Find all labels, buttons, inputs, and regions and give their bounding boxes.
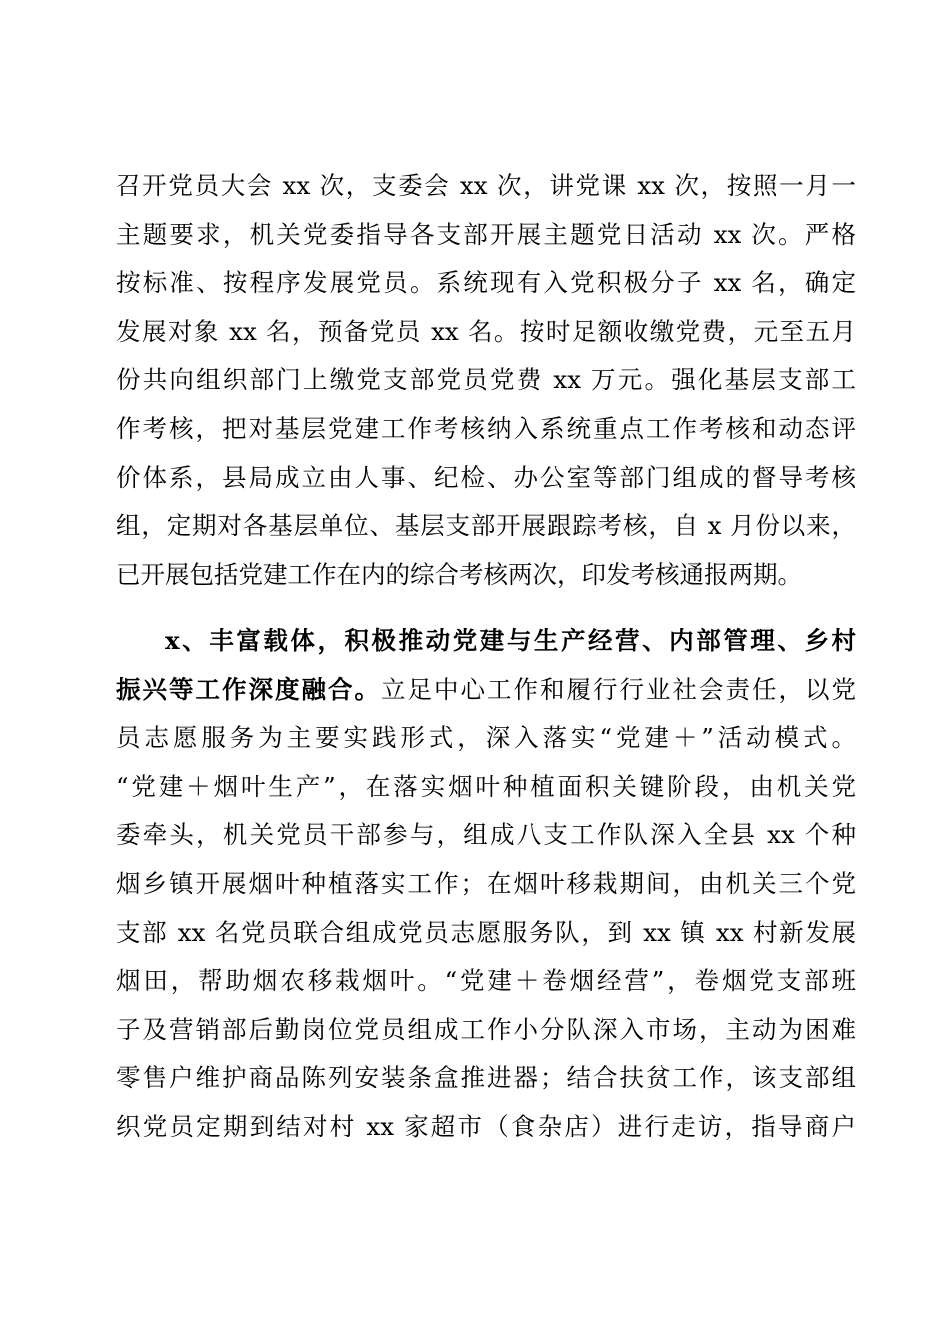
text-line: “党建＋烟叶生产”，在落实烟叶种植面积关键阶段，由机关党 [116,771,856,801]
text-line: 子及营销部后勤岗位党员组成工作小分队深入市场，主动为困难 [116,1014,856,1044]
section-heading-continuation [116,666,856,715]
paragraph-integration [116,617,856,1152]
paragraph-party-activities [116,162,856,599]
text-line: 主题要求，机关党委指导各支部开展主题党日活动 xx 次。严格 [116,219,856,249]
text-line: 烟乡镇开展烟叶种植落实工作；在烟叶移栽期间，由机关三个党 [116,868,856,898]
text-line: 员志愿服务为主要实践形式，深入落实“党建＋”活动模式。 [116,723,856,753]
text-line: 发展对象 xx 名，预备党员 xx 名。按时足额收缴党费，元至五月 [116,316,856,346]
text-line: 价体系，县局成立由人事、纪检、办公室等部门组成的督导考核 [116,462,856,492]
text-line: 组，定期对各基层单位、基层支部开展跟踪考核，自 x 月份以来， [116,511,856,541]
text-line: 支部 xx 名党员联合组成党员志愿服务队，到 xx 镇 xx 村新发展 [116,917,856,947]
section-heading-bold: 振兴等工作深度融合。 [116,674,381,704]
text-line: 份共向组织部门上缴党支部党员党费 xx 万元。强化基层支部工 [116,365,856,395]
text-line: 委牵头，机关党员干部参与，组成八支工作队深入全县 xx 个种 [116,820,856,850]
text-line: 召开党员大会 xx 次，支委会 xx 次，讲党课 xx 次，按照一月一 [116,171,856,200]
text-line: 作考核，把对基层党建工作考核纳入系统重点工作考核和动态评 [116,413,856,443]
text-line: 织党员定期到结对村 xx 家超市（食杂店）进行走访，指导商户 [116,1111,856,1141]
text-line: 已开展包括党建工作在内的综合考核两次，印发考核通报两期。 [116,559,802,589]
text-line: 零售户维护商品陈列安装条盒推进器；结合扶贫工作，该支部组 [116,1063,856,1093]
section-body-start: 立足中心工作和履行行业社会责任，以党 [381,674,856,704]
section-heading-line: x、丰富载体，积极推动党建与生产经营、内部管理、乡村 [165,626,856,655]
text-line: 烟田，帮助烟农移栽烟叶。“党建＋卷烟经营”，卷烟党支部班 [116,966,856,996]
text-line: 按标准、按程序发展党员。系统现有入党积极分子 xx 名，确定 [116,268,856,298]
